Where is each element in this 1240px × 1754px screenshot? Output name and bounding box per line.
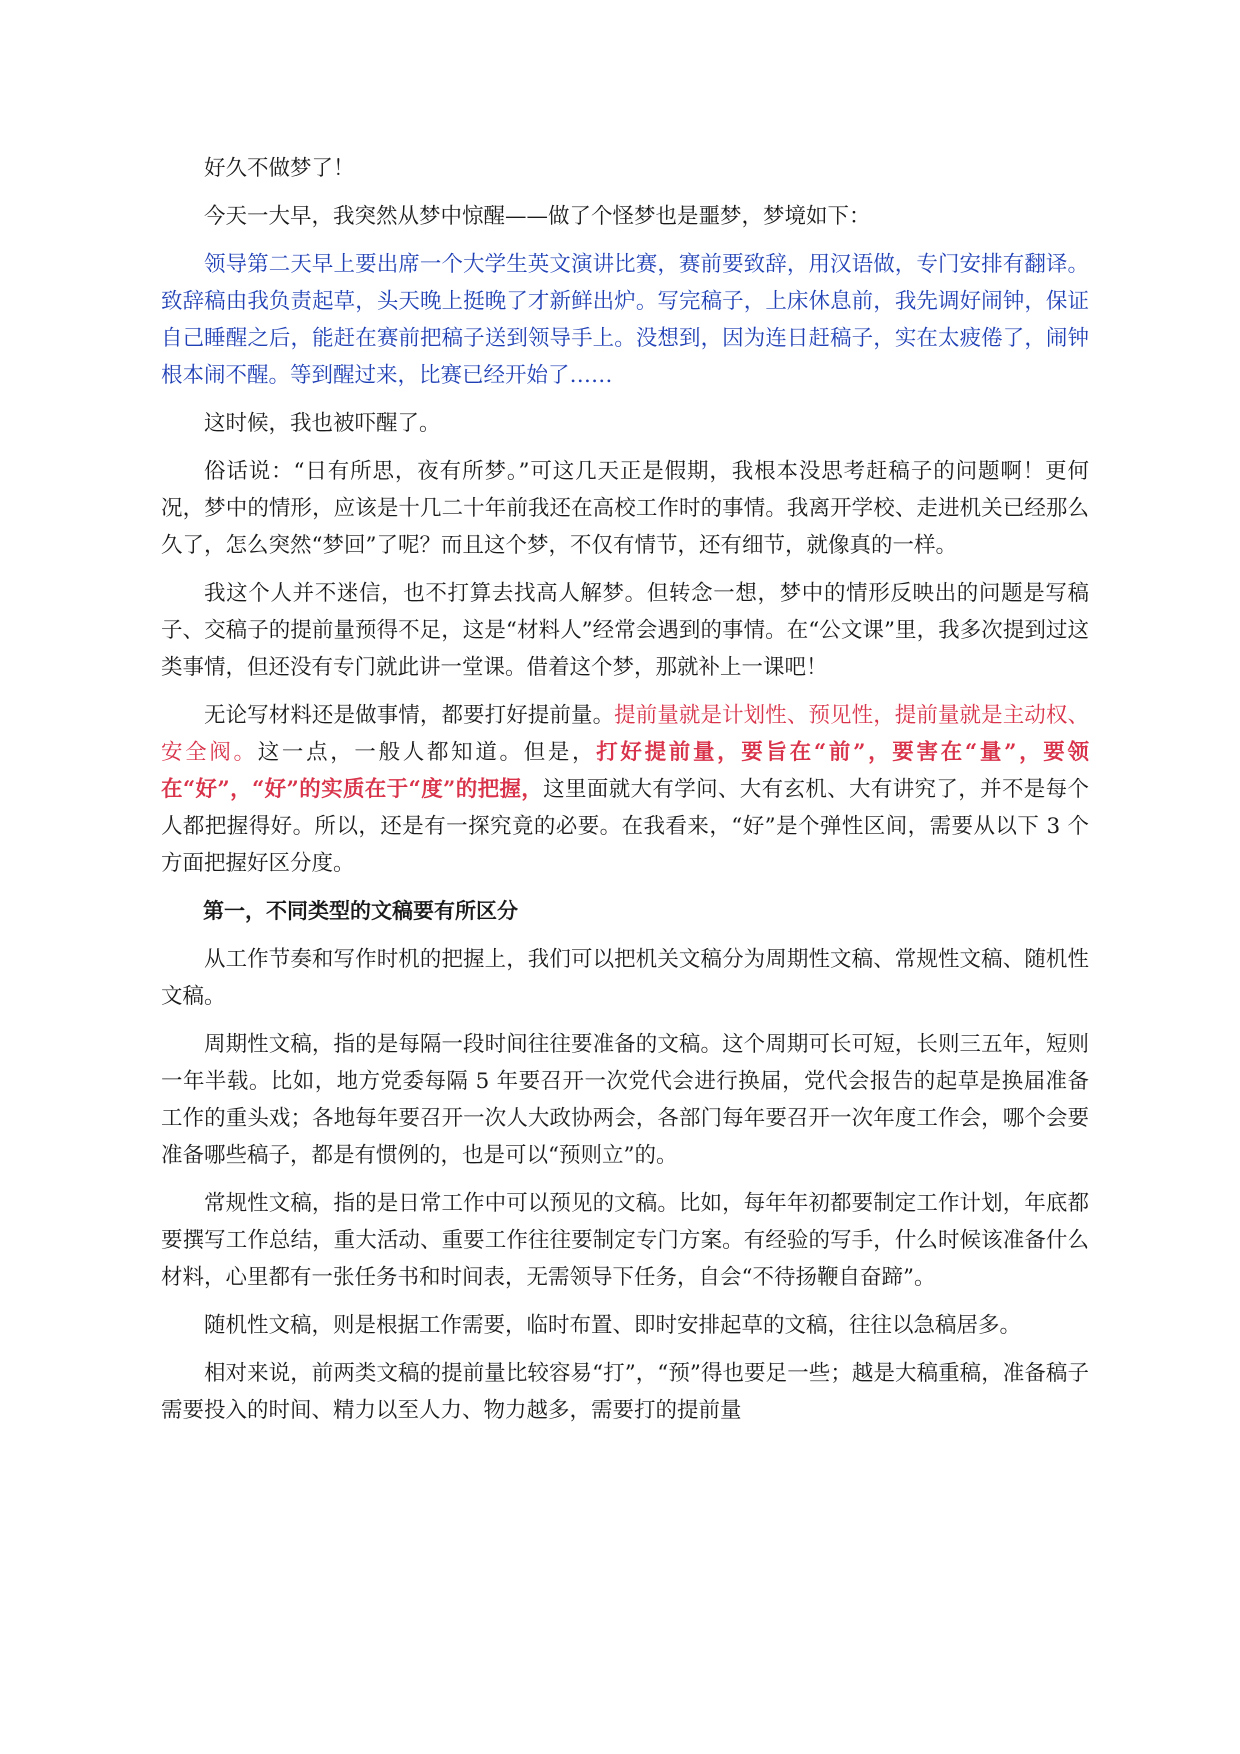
paragraph-periodic: 周期性文稿，指的是每隔一段时间往往要准备的文稿。这个周期可长可短，长则三五年，短则一年半载。比如，地方党委每隔 5 年要召开一次党代会进行换届，党代会报告的起草是换届准备工作的重头戏；各地每年要召开一次人大政协两会，各部门每年要召开一次年度工作会，哪个会要准备哪些稿子，都是有惯例的，也是可以“预则立”的。 <box>161 1032 1089 1168</box>
thesis-text-2: 这一点，一般人都知道。但是， <box>257 740 597 765</box>
thesis-text-3: 这里面就大有学问、大有玄机、大有讲究了，并不是每个人都把握得好。所以，还是有一探究竟的必要。在我看来，“好”是个弹性区间，需要从以下 3 个方面把握好区分度。 <box>161 777 1089 876</box>
paragraph-dream-content: 领导第二天早上要出席一个大学生英文演讲比赛，赛前要致辞，用汉语做，专门安排有翻译。致辞稿由我负责起草，头天晚上挺晚了才新鲜出炉。写完稿子，上床休息前，我先调好闹钟，保证自己睡醒之后，能赶在赛前把稿子送到领导手上。没想到，因为连日赶稿子，实在太疲倦了，闹钟根本闹不醒。等到醒过来，比赛已经开始了…… <box>161 252 1089 388</box>
section-heading-1: 第一，不同类型的文稿要有所区分 <box>203 899 518 923</box>
paragraph-intro: 好久不做梦了！ <box>204 156 355 181</box>
thesis-key-point: 打好提前量，要旨在“前”，要害在“量”，要领在“好”，“好”的实质在于“度”的把握， <box>161 740 1089 802</box>
paragraph-random: 随机性文稿，则是根据工作需要，临时布置、即时安排起草的文稿，往往以急稿居多。 <box>204 1313 1022 1338</box>
paragraph-routine: 常规性文稿，指的是日常工作中可以预见的文稿。比如，每年年初都要制定工作计划，年底都要撰写工作总结，重大活动、重要工作往往要制定专门方案。有经验的写手，什么时候该准备什么材料，心里都有一张任务书和时间表，无需领导下任务，自会“不待扬鞭自奋蹄”。 <box>161 1191 1089 1290</box>
paragraph-proverb: 俗话说：“日有所思，夜有所梦。”可这几天正是假期，我根本没思考赶稿子的问题啊！更何况，梦中的情形，应该是十几二十年前我还在高校工作时的事情。我离开学校、走进机关已经那么久了，怎么突然“梦回”了呢？而且这个梦，不仅有情节，还有细节，就像真的一样。 <box>161 459 1089 558</box>
paragraph-comparison: 相对来说，前两类文稿的提前量比较容易“打”，“预”得也要足一些；越是大稿重稿，准备稿子需要投入的时间、精力以至人力、物力越多，需要打的提前量 <box>161 1361 1089 1423</box>
document-body <box>161 150 1089 1440</box>
paragraph-thesis <box>161 697 1089 882</box>
paragraph-awake: 这时候，我也被吓醒了。 <box>204 411 441 436</box>
paragraph-reflection: 我这个人并不迷信，也不打算去找高人解梦。但转念一想，梦中的情形反映出的问题是写稿子、交稿子的提前量预得不足，这是“材料人”经常会遇到的事情。在“公文课”里，我多次提到过这类事情，但还没有专门就此讲一堂课。借着这个梦，那就补上一课吧！ <box>161 581 1089 680</box>
thesis-highlight: 提前量就是计划性、预见性，提前量就是主动权、安全阀。 <box>161 703 1089 765</box>
paragraph-dream-start: 今天一大早，我突然从梦中惊醒——做了个怪梦也是噩梦，梦境如下： <box>204 204 871 229</box>
thesis-text-1: 无论写材料还是做事情，都要打好提前量。 <box>204 703 615 728</box>
paragraph-classification: 从工作节奏和写作时机的把握上，我们可以把机关文稿分为周期性文稿、常规性文稿、随机性文稿。 <box>161 947 1089 1009</box>
